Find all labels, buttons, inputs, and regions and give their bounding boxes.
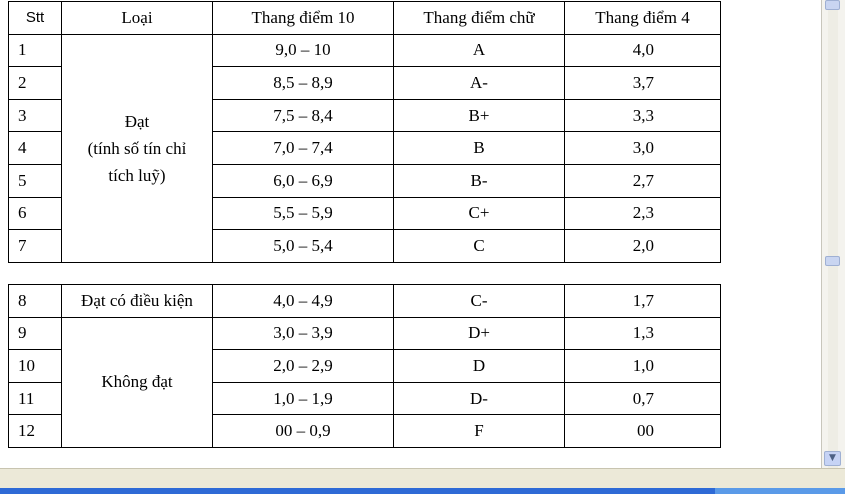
thang-diem-4-cell: 2,7 — [565, 164, 721, 197]
scroll-thumb[interactable] — [825, 256, 840, 266]
stt-cell: 6 — [9, 197, 62, 230]
loai-dat-label: Đạt — [124, 111, 150, 131]
stt-cell: 1 — [9, 34, 62, 67]
thang-diem-4-cell: 0,7 — [565, 382, 721, 415]
thang-diem-10-cell: 3,0 – 3,9 — [213, 317, 394, 350]
header-thang-diem-4: Thang điểm 4 — [565, 2, 721, 35]
thang-diem-chu-cell: C+ — [394, 197, 565, 230]
grade-table-conditional-fail — [8, 284, 721, 448]
thang-diem-10-cell: 5,0 – 5,4 — [213, 230, 394, 263]
taskbar — [0, 488, 845, 494]
system-tray — [715, 488, 845, 494]
thang-diem-4-cell: 3,7 — [565, 67, 721, 100]
thang-diem-10-cell: 4,0 – 4,9 — [213, 285, 394, 318]
header-stt: Stt — [9, 2, 62, 35]
table-row — [9, 317, 721, 350]
thang-diem-4-cell: 3,3 — [565, 99, 721, 132]
thang-diem-4-cell: 00 — [565, 415, 721, 448]
thang-diem-4-cell: 1,3 — [565, 317, 721, 350]
thang-diem-10-cell: 00 – 0,9 — [213, 415, 394, 448]
thang-diem-chu-cell: B- — [394, 164, 565, 197]
loai-khong-dat-cell: Không đạt — [62, 317, 213, 447]
scroll-thumb-top[interactable] — [825, 0, 840, 10]
stt-cell: 9 — [9, 317, 62, 350]
thang-diem-chu-cell: C — [394, 230, 565, 263]
stt-cell: 12 — [9, 415, 62, 448]
loai-dat-co-dieu-kien-cell: Đạt có điều kiện — [62, 285, 213, 318]
stt-cell: 4 — [9, 132, 62, 165]
grade-table-pass — [8, 1, 721, 263]
thang-diem-4-cell: 4,0 — [565, 34, 721, 67]
stt-cell: 3 — [9, 99, 62, 132]
thang-diem-10-cell: 9,0 – 10 — [213, 34, 394, 67]
stt-cell: 8 — [9, 285, 62, 318]
loai-dat-cell — [62, 34, 213, 262]
thang-diem-4-cell: 1,7 — [565, 285, 721, 318]
thang-diem-chu-cell: B — [394, 132, 565, 165]
thang-diem-10-cell: 6,0 – 6,9 — [213, 164, 394, 197]
stt-cell: 7 — [9, 230, 62, 263]
thang-diem-4-cell: 2,3 — [565, 197, 721, 230]
table-row — [9, 285, 721, 318]
stt-cell: 11 — [9, 382, 62, 415]
thang-diem-10-cell: 8,5 – 8,9 — [213, 67, 394, 100]
table-row — [9, 34, 721, 67]
header-loai: Loại — [62, 2, 213, 35]
thang-diem-4-cell: 2,0 — [565, 230, 721, 263]
thang-diem-4-cell: 3,0 — [565, 132, 721, 165]
thang-diem-chu-cell: F — [394, 415, 565, 448]
thang-diem-chu-cell: D- — [394, 382, 565, 415]
thang-diem-chu-cell: A — [394, 34, 565, 67]
thang-diem-10-cell: 7,0 – 7,4 — [213, 132, 394, 165]
thang-diem-chu-cell: D+ — [394, 317, 565, 350]
chevron-down-icon: ▼ — [829, 453, 836, 463]
header-thang-diem-chu: Thang điểm chữ — [394, 2, 565, 35]
thang-diem-10-cell: 1,0 – 1,9 — [213, 382, 394, 415]
vertical-scrollbar[interactable] — [821, 0, 845, 468]
thang-diem-10-cell: 5,5 – 5,9 — [213, 197, 394, 230]
thang-diem-chu-cell: D — [394, 350, 565, 383]
thang-diem-4-cell: 1,0 — [565, 350, 721, 383]
stt-cell: 5 — [9, 164, 62, 197]
thang-diem-chu-cell: C- — [394, 285, 565, 318]
thang-diem-10-cell: 2,0 – 2,9 — [213, 350, 394, 383]
stt-cell: 2 — [9, 67, 62, 100]
scrollbar-track[interactable] — [828, 0, 838, 468]
loai-dat-note-line1: (tính số tín chỉ — [87, 138, 187, 158]
status-bar — [0, 468, 845, 489]
scroll-down-button[interactable] — [824, 451, 841, 466]
thang-diem-10-cell: 7,5 – 8,4 — [213, 99, 394, 132]
table-header-row — [9, 2, 721, 35]
thang-diem-chu-cell: A- — [394, 67, 565, 100]
thang-diem-chu-cell: B+ — [394, 99, 565, 132]
header-thang-diem-10: Thang điểm 10 — [213, 2, 394, 35]
stt-cell: 10 — [9, 350, 62, 383]
loai-dat-note-line2: tích luỹ) — [108, 165, 166, 185]
